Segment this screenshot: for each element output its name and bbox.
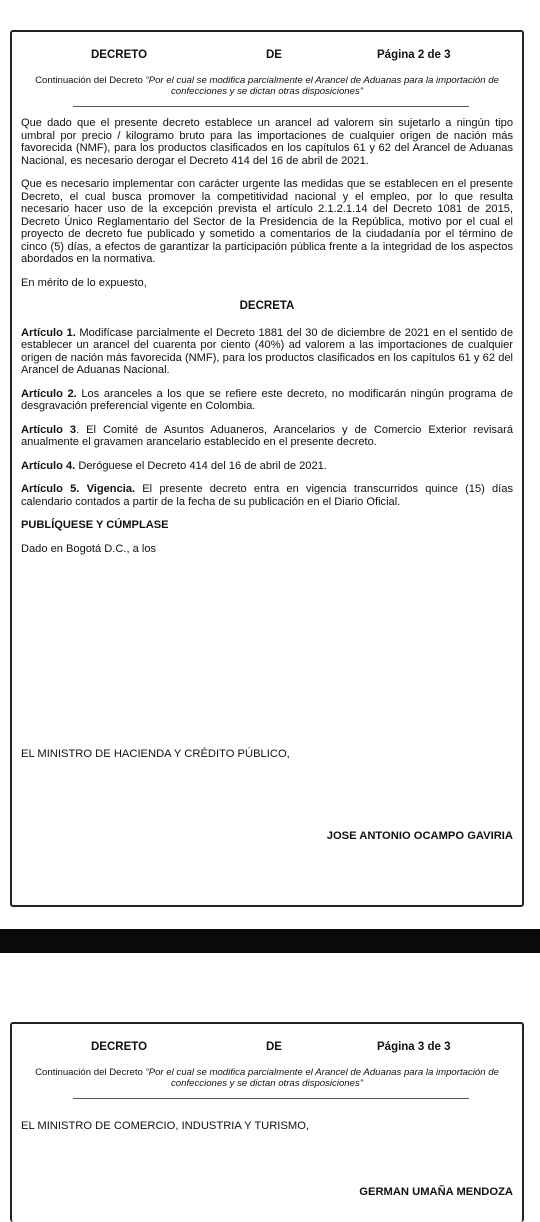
page-content (21, 1024, 513, 1222)
article-label: Artículo 3 (21, 423, 77, 436)
article-label: Artículo 1. (21, 326, 76, 339)
document-page-2 (10, 30, 524, 907)
header-divider (73, 1098, 469, 1099)
minister-title: EL MINISTRO DE HACIENDA Y CRÉDITO PÚBLICO, (21, 748, 290, 760)
continuation-line (21, 75, 513, 97)
document-body (21, 117, 513, 566)
article-4 (21, 460, 513, 473)
article-text: Modifícase parcialmente el Decreto 1881 del 30 de diciembre de 2021 en el sentido de establecer un arancel del cuarenta por ciento (40%) ad valorem a las importaciones de cualquier origen de nación más favorecida (NMF), para los productos clasificados en los capítulos 61 y 62 del Arancel de Aduanas Nacional. (21, 326, 513, 376)
article-label: Artículo 5. Vigencia. (21, 483, 136, 495)
article-3 (21, 424, 513, 449)
header-de: DE (266, 49, 282, 61)
article-text: Los aranceles a los que se refiere este decreto, no modificarán ningún programa de desgravación preferencial vigente en Colombia. (21, 387, 513, 412)
article-label: Artículo 2. (21, 387, 77, 400)
continuation-prefix: Continuación del Decreto (35, 75, 146, 86)
article-text: Deróguese el Decreto 414 del 16 de abril de 2021. (75, 459, 327, 472)
header-decreto: DECRETO (91, 49, 148, 61)
dado-line: Dado en Bogotá D.C., a los (21, 542, 157, 555)
continuation-line (21, 1067, 513, 1089)
continuation-title: “Por el cual se modifica parcialmente el Arancel de Aduanas para la importación de confecciones y se dictan otras disposiciones” (145, 75, 499, 97)
header-de: DE (266, 1041, 282, 1053)
continuation-prefix: Continuación del Decreto (35, 1067, 146, 1078)
header-divider (73, 106, 469, 107)
header-page-number: Página 3 de 3 (377, 1041, 451, 1053)
header-decreto: DECRETO (91, 1041, 148, 1053)
continuation-title: “Por el cual se modifica parcialmente el Arancel de Aduanas para la importación de confecciones y se dictan otras disposiciones” (145, 1067, 499, 1089)
page-content (21, 32, 513, 905)
minister-title: EL MINISTRO DE COMERCIO, INDUSTRIA Y TURISMO, (21, 1120, 310, 1132)
article-2 (21, 388, 513, 413)
page-header (21, 1041, 513, 1055)
page-separator (0, 929, 540, 953)
publiquese-heading: PUBLÍQUESE Y CÚMPLASE (21, 519, 169, 531)
decreta-heading: DECRETA (239, 300, 295, 312)
header-page-number: Página 2 de 3 (377, 49, 451, 61)
article-label: Artículo 4. (21, 459, 76, 472)
article-text: . El Comité de Asuntos Aduaneros, Arancelarios y de Comercio Exterior revisará anualmente el gravamen arancelario establecido en el presente decreto. (21, 423, 514, 448)
article-text: El presente decreto entra en vigencia transcurridos quince (15) días calendario contados a partir de la fecha de su publicación en el Diario Oficial. (21, 483, 513, 508)
paragraph: Que es necesario implementar con carácter urgente las medidas que se establecen en el presente Decreto, el cual busca promover la competitividad nacional y el empleo, por lo que resulta necesario hacer uso de la excepción prevista el artículo 2.1.2.1.14 del Decreto 1081 de 2015, Decreto Único Reglamentario del Sector de la Presidencia de la República, motivo por el cual el proyecto de decreto fue publicado y sometido a comentarios de la ciudadanía por el término de cinco (5) días, a efectos de garantizar la participación pública frente a la integridad de los aspectos abordados en la normativa. (21, 178, 513, 265)
paragraph: En mérito de lo expuesto, (21, 276, 147, 289)
article-5 (21, 483, 513, 508)
document-page-3 (10, 1022, 524, 1222)
minister-name: JOSE ANTONIO OCAMPO GAVIRIA (326, 830, 513, 842)
article-1 (21, 327, 513, 377)
page-header (21, 49, 513, 63)
minister-name: GERMAN UMAÑA MENDOZA (359, 1186, 513, 1198)
paragraph: Que dado que el presente decreto establece un arancel ad valorem sin sujetarlo a ningún tipo umbral por precio / kilogramo bruto para las importaciones de cualquier origen de nación más favorecida (NMF), para los productos clasificados en los capítulos 61 y 62 del Arancel de Aduanas Nacional, es necesario derogar el Decreto 414 del 16 de abril de 2021. (21, 117, 513, 167)
